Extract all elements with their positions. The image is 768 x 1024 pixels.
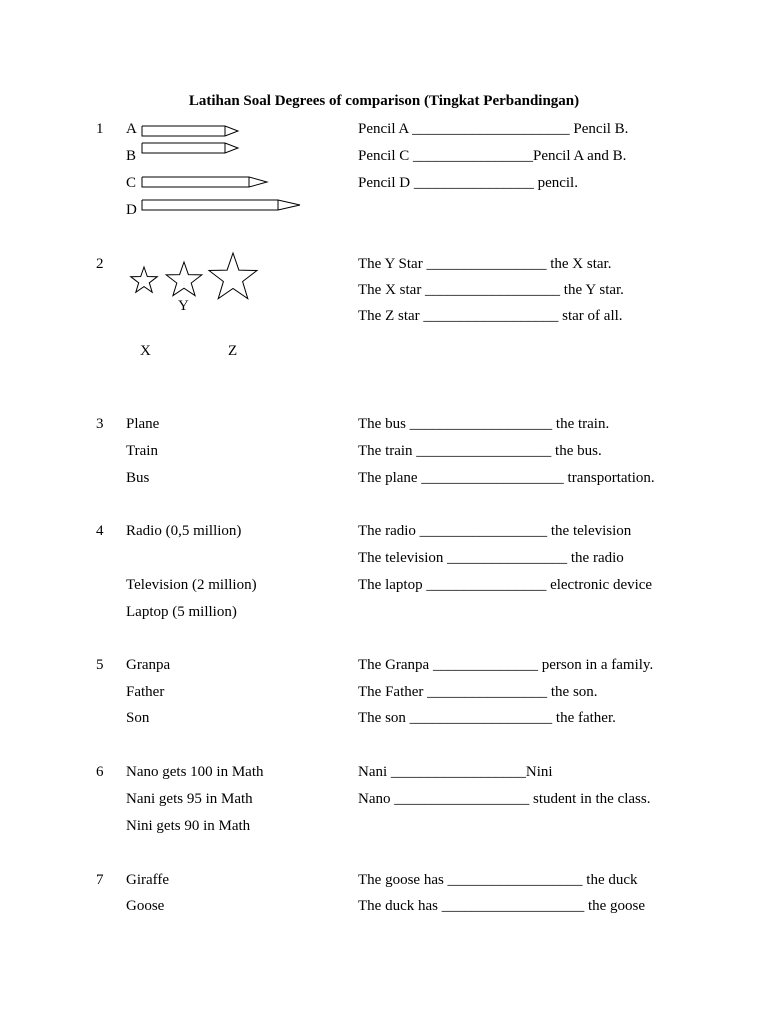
q7-sentence-1: The goose has __________________ the duck [358,872,638,888]
q4-sentence-3: The laptop ________________ electronic device [358,577,653,593]
star-z-icon [206,252,260,302]
q7-sentence-2: The duck has ___________________ the goose [358,898,646,914]
q5-item-1: Granpa [126,657,171,673]
q3-sentence-1: The bus ___________________ the train. [358,416,610,432]
pencil-label-b: B [126,148,137,164]
q3-item-3: Bus [126,470,150,486]
pencil-d-icon [141,199,303,211]
question-number: 2 [96,256,104,272]
q7-item-1: Giraffe [126,872,170,888]
question-number: 4 [96,523,104,539]
worksheet-title: Latihan Soal Degrees of comparison (Tingkat Perbandingan) [188,93,580,109]
q6-item-3: Nini gets 90 in Math [126,818,251,834]
q1-sentence-2: Pencil C ________________Pencil A and B. [358,148,627,164]
q2-sentence-2: The X star __________________ the Y star. [358,282,624,298]
q1-sentence-1: Pencil A _____________________ Pencil B. [358,121,629,137]
q4-sentence-2: The television ________________ the radio [358,550,624,566]
q6-sentence-1: Nani __________________Nini [358,764,553,780]
q4-item-1: Radio (0,5 million) [126,523,242,539]
q5-item-2: Father [126,684,165,700]
question-number: 7 [96,872,104,888]
question-number: 3 [96,416,104,432]
q1-sentence-3: Pencil D ________________ pencil. [358,175,578,191]
star-x-icon [129,266,159,296]
q5-sentence-3: The son ___________________ the father. [358,710,616,726]
pencil-b-icon [141,142,241,154]
pencil-label-c: C [126,175,137,191]
q3-sentence-2: The train __________________ the bus. [358,443,602,459]
pencil-label-d: D [126,202,137,218]
q4-item-3: Laptop (5 million) [126,604,237,620]
star-y-icon [164,261,204,299]
q2-sentence-1: The Y Star ________________ the X star. [358,256,612,272]
q6-item-2: Nani gets 95 in Math [126,791,253,807]
question-number: 6 [96,764,104,780]
question-number: 5 [96,657,104,673]
q4-sentence-1: The radio _________________ the television [358,523,632,539]
pencil-a-icon [141,124,241,136]
star-label-z: Z [228,343,238,359]
pencil-c-icon [141,176,271,188]
q3-sentence-3: The plane ___________________ transportation. [358,470,655,486]
q2-sentence-3: The Z star __________________ star of all. [358,308,623,324]
q5-sentence-1: The Granpa ______________ person in a family. [358,657,654,673]
q5-sentence-2: The Father ________________ the son. [358,684,598,700]
q6-item-1: Nano gets 100 in Math [126,764,264,780]
pencil-label-a: A [126,121,137,137]
q3-item-1: Plane [126,416,160,432]
q6-sentence-2: Nano __________________ student in the class. [358,791,651,807]
q7-item-2: Goose [126,898,165,914]
q4-item-2: Television (2 million) [126,577,257,593]
q3-item-2: Train [126,443,158,459]
q5-item-3: Son [126,710,150,726]
star-label-y: Y [178,298,189,314]
question-number: 1 [96,121,104,137]
star-label-x: X [140,343,151,359]
